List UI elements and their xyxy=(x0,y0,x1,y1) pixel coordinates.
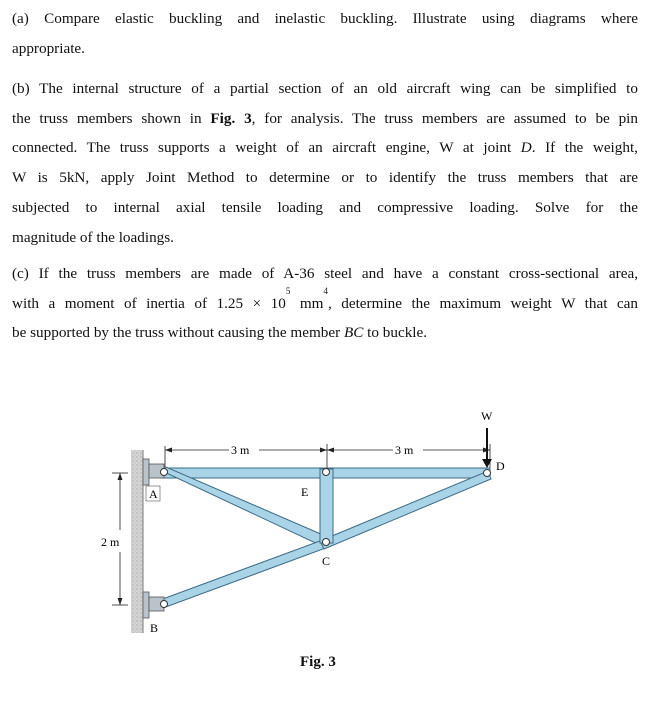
unit-mm: mm xyxy=(290,294,324,312)
part-b-line-2-post: , for analysis. The truss members are assumed to be pin xyxy=(251,109,638,127)
joint-label-c: C xyxy=(322,554,331,568)
member-cd xyxy=(320,471,491,549)
question-part-b xyxy=(12,74,638,252)
exponent-five: 5 xyxy=(285,285,291,296)
joint-label-a: A xyxy=(149,487,158,501)
part-b-line-1: (b) The internal structure of a partial section of an old aircraft wing can be simplified to xyxy=(12,80,638,97)
part-c-line-1: (c) If the truss members are made of A-36 steel and have a constant cross-sectional area, xyxy=(12,265,638,282)
span-arrow-3 xyxy=(327,448,334,453)
question-part-c xyxy=(12,259,638,348)
part-c-line-2-post: , determine the maximum weight W that can xyxy=(327,294,638,312)
part-c-line-2 xyxy=(12,285,638,319)
joint-label-d: D xyxy=(496,459,505,473)
load-arrow-head xyxy=(482,459,492,468)
joint-label-b: B xyxy=(150,621,159,635)
figure-caption: Fig. 3 xyxy=(300,654,336,670)
part-b-line-3 xyxy=(12,133,638,163)
joint-label-e: E xyxy=(301,485,309,499)
pin-c xyxy=(323,539,330,546)
joint-reference: D xyxy=(520,139,532,157)
height-dim-arrow-bottom xyxy=(118,598,123,605)
part-b-line-3-post: . If the weight, xyxy=(531,139,638,157)
left-span-label: 3 m xyxy=(231,443,250,457)
part-c-line-3-pre: be supported by the truss without causing the member xyxy=(12,324,344,342)
pin-b xyxy=(161,601,168,608)
support-wall xyxy=(131,450,143,633)
member-bc xyxy=(160,538,331,608)
part-c-line-2-pre: with a moment of inertia of 1.25 × 10 xyxy=(12,294,286,312)
pin-e xyxy=(323,469,330,476)
span-arrow-1 xyxy=(165,448,172,453)
exponent-four: 4 xyxy=(323,285,328,296)
part-b-line-6: magnitude of the loadings. xyxy=(12,228,174,246)
height-dim-arrow-top xyxy=(118,473,123,480)
part-b-line-3-pre: connected. The truss supports a weight of an aircraft engine, W at joint xyxy=(12,139,521,157)
right-span-label: 3 m xyxy=(395,443,414,457)
figure-reference: Fig. 3 xyxy=(210,109,252,127)
part-a-line-1: (a) Compare elastic buckling and inelastic buckling. Illustrate using diagrams where xyxy=(12,10,638,27)
part-b-line-4: W is 5kN, apply Joint Method to determine or to identify the truss members that are xyxy=(12,169,638,187)
member-ec xyxy=(320,469,333,543)
part-a-line-2: appropriate. xyxy=(12,39,85,57)
load-label: W xyxy=(481,409,493,423)
part-b-line-2-pre: the truss members shown in xyxy=(12,109,211,127)
question-part-a xyxy=(12,4,638,63)
part-b-line-2 xyxy=(12,104,638,134)
bracket-b-plate xyxy=(143,592,149,618)
part-c-line-3 xyxy=(12,318,638,348)
bracket-a-plate xyxy=(143,459,149,485)
member-ac xyxy=(160,467,330,547)
part-b-line-5: subjected to internal axial tensile loading and compressive loading. Solve for the xyxy=(12,198,638,216)
part-c-line-3-post: to buckle. xyxy=(363,324,428,342)
pin-d xyxy=(484,470,491,477)
member-reference: BC xyxy=(343,324,364,342)
span-arrow-2 xyxy=(320,448,327,453)
height-dimension-label: 2 m xyxy=(101,535,120,549)
pin-a xyxy=(161,469,168,476)
